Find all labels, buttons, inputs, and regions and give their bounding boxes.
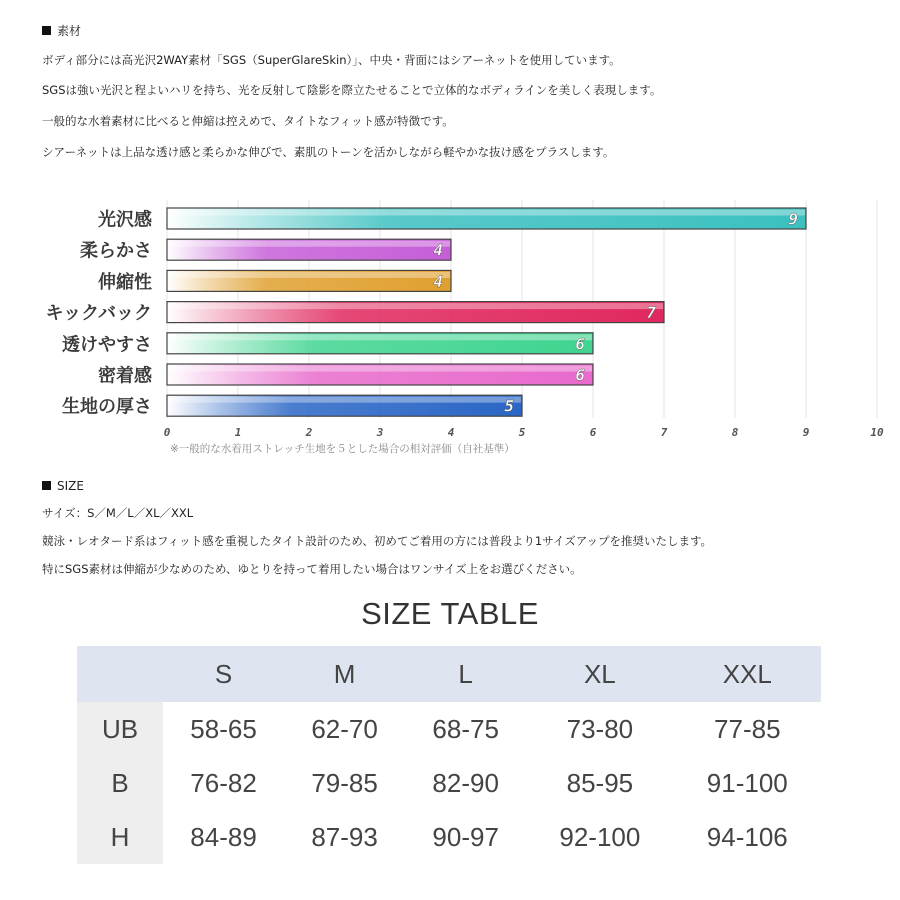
table-row bbox=[77, 756, 821, 810]
square-bullet-icon bbox=[42, 26, 51, 35]
table-cell: 82-90 bbox=[432, 767, 499, 798]
bar-highlight bbox=[168, 366, 592, 372]
x-tick-label: 10 bbox=[870, 426, 884, 439]
x-tick-label: 9 bbox=[802, 426, 810, 439]
square-bullet-icon bbox=[42, 481, 51, 490]
bar-highlight bbox=[168, 241, 450, 247]
row-label: H bbox=[77, 810, 163, 864]
x-tick-label: 8 bbox=[731, 426, 739, 439]
x-tick-label: 7 bbox=[660, 426, 668, 439]
table-cell: 58-65 bbox=[190, 713, 257, 744]
size-line-2: 競泳・レオタード系はフィット感を重視したタイト設計のため、初めてご着用の方には普段より1サイズアップを推奨いたします。 bbox=[42, 534, 713, 548]
chart-bars bbox=[45, 208, 806, 418]
x-tick-label: 6 bbox=[589, 426, 597, 439]
column-header: XXL bbox=[674, 646, 821, 702]
bar-highlight bbox=[168, 397, 521, 403]
bar-highlight bbox=[168, 303, 663, 309]
bar-value-label: 4 bbox=[433, 240, 443, 260]
table-cell: 68-75 bbox=[432, 713, 499, 744]
table-cell: 94-106 bbox=[706, 821, 788, 852]
category-label: 密着感 bbox=[98, 365, 152, 387]
x-tick-label: 4 bbox=[447, 426, 455, 439]
x-axis-ticks bbox=[164, 426, 884, 439]
size-table-header-row bbox=[77, 646, 821, 702]
table-row bbox=[77, 810, 821, 864]
size-line-1: サイズ：S／M／L／XL／XXL bbox=[42, 506, 194, 520]
category-label: キックバック bbox=[45, 303, 152, 325]
table-row bbox=[77, 702, 821, 756]
chart-note: ※一般的な水着用ストレッチ生地を５とした場合の相対評価（自社基準） bbox=[170, 443, 515, 455]
category-label: 伸縮性 bbox=[98, 271, 152, 293]
column-header: M bbox=[284, 646, 405, 702]
rating-bar-chart bbox=[0, 190, 900, 465]
material-heading: 素材 bbox=[42, 22, 81, 39]
column-header: S bbox=[163, 646, 284, 702]
x-tick-label: 0 bbox=[163, 426, 171, 439]
size-heading: SIZE bbox=[42, 479, 84, 493]
bar-value-label: 9 bbox=[788, 209, 798, 229]
category-label: 生地の厚さ bbox=[62, 396, 152, 418]
x-tick-label: 5 bbox=[518, 426, 526, 439]
size-table bbox=[77, 646, 821, 864]
bar-highlight bbox=[168, 210, 805, 216]
category-label: 柔らかさ bbox=[80, 240, 152, 262]
x-tick-label: 1 bbox=[234, 426, 242, 439]
column-header: L bbox=[405, 646, 526, 702]
bar-value-label: 4 bbox=[433, 271, 443, 291]
x-tick-label: 3 bbox=[376, 426, 384, 439]
category-label: 透けやすさ bbox=[62, 334, 152, 356]
table-cell: 84-89 bbox=[190, 821, 257, 852]
corner-cell bbox=[77, 646, 163, 702]
column-header: XL bbox=[526, 646, 673, 702]
table-cell: 76-82 bbox=[190, 767, 257, 798]
table-cell: 79-85 bbox=[311, 767, 378, 798]
table-cell: 85-95 bbox=[566, 767, 634, 798]
bar-highlight bbox=[168, 272, 450, 278]
table-cell: 77-85 bbox=[714, 713, 781, 744]
row-label: B bbox=[77, 756, 163, 810]
bar-value-label: 5 bbox=[504, 396, 514, 416]
bar-value-label: 6 bbox=[575, 334, 585, 354]
material-line-3: 一般的な水着素材に比べると伸縮は控えめで、タイトなフィット感が特徴です。 bbox=[42, 114, 454, 128]
material-line-4: シアーネットは上品な透け感と柔らかな伸びで、素肌のトーンを活かしながら軽やかな抜け感をプラスします。 bbox=[42, 145, 615, 159]
size-line-3: 特にSGS素材は伸縮が少なめのため、ゆとりを持って着用したい場合はワンサイズ上をお選びください。 bbox=[42, 562, 582, 576]
bar-value-label: 6 bbox=[575, 365, 585, 385]
size-table-title: SIZE TABLE bbox=[361, 596, 539, 631]
material-line-1: ボディ部分には高光沢2WAY素材「SGS（SuperGlareSkin）」、中央・背面にはシアーネットを使用しています。 bbox=[42, 53, 621, 67]
table-cell: 87-93 bbox=[311, 821, 378, 852]
x-tick-label: 2 bbox=[305, 426, 313, 439]
table-cell: 92-100 bbox=[559, 821, 641, 852]
row-label: UB bbox=[77, 702, 163, 756]
bar-value-label: 7 bbox=[646, 303, 656, 323]
table-cell: 90-97 bbox=[432, 821, 499, 852]
table-cell: 91-100 bbox=[706, 767, 788, 798]
table-cell: 73-80 bbox=[566, 713, 634, 744]
category-label: 光沢感 bbox=[98, 209, 152, 231]
table-cell: 62-70 bbox=[311, 713, 378, 744]
bar-highlight bbox=[168, 334, 592, 340]
material-line-2: SGSは強い光沢と程よいハリを持ち、光を反射して陰影を際立たせることで立体的なボディラインを美しく表現します。 bbox=[42, 83, 662, 97]
